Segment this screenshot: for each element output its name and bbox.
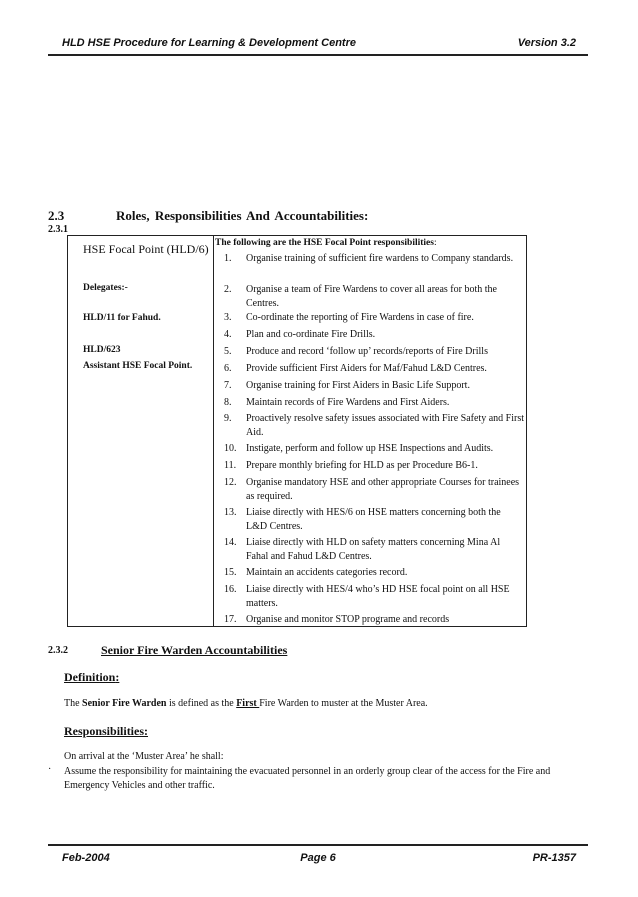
item-text: Co-ordinate the reporting of Fire Wardens in case of fire. xyxy=(246,312,474,323)
item-text: Organise and monitor STOP programe and records xyxy=(246,614,450,625)
section-232-title: Senior Fire Warden Accountabilities xyxy=(101,643,288,657)
responsibilities-table xyxy=(67,235,527,627)
bullet-mark: · xyxy=(48,764,52,775)
footer-page: Page 6 xyxy=(300,852,336,864)
intro-text: The following are the HSE Focal Point responsibilities xyxy=(215,238,434,248)
item-number: 1. xyxy=(224,253,232,264)
definition-colon: : xyxy=(115,670,120,684)
section-title: Roles, Responsibilities And Accountabilities: xyxy=(116,208,369,223)
assistant-focal-point: Assistant HSE Focal Point. xyxy=(83,361,193,371)
def-mid: is defined as the xyxy=(166,698,237,709)
delegates-label: Delegates:- xyxy=(83,283,128,293)
item-text: Organise training of sufficient fire wardens to Company standards. xyxy=(246,253,514,264)
item-text: Liaise directly with HES/6 on HSE matters concerning both the L&D Centres. xyxy=(246,507,501,532)
item-text: Produce and record ‘follow up’ records/reports of Fire Drills xyxy=(246,346,488,357)
definition-text xyxy=(64,698,428,709)
item-number: 10. xyxy=(224,443,237,454)
def-suffix: Fire Warden to muster at the Muster Area. xyxy=(259,698,428,709)
item-number: 5. xyxy=(224,346,232,357)
section-232-number: 2.3.2 xyxy=(48,645,68,656)
responsibilities-heading: Responsibilities: xyxy=(64,724,149,738)
def-bold: Senior Fire Warden xyxy=(82,698,167,709)
responsibilities-body: Assume the responsibility for maintaining the evacuated personnel in an orderly group clear of the access for the Fire and Emergency Vehicles and other traffic. xyxy=(64,766,551,791)
item-number: 17. xyxy=(224,614,237,625)
def-prefix: The xyxy=(64,698,83,709)
footer-date: Feb-2004 xyxy=(62,852,110,864)
item-number: 3. xyxy=(224,312,232,323)
section-number: 2.3 xyxy=(48,208,65,223)
focal-point-label: HSE Focal Point (HLD/6) xyxy=(83,242,209,256)
item-number: 16. xyxy=(224,584,237,595)
page-header xyxy=(48,34,588,56)
item-text: Provide sufficient First Aiders for Maf/Fahud L&D Centres. xyxy=(246,363,487,374)
item-text: Prepare monthly briefing for HLD as per Procedure B6-1. xyxy=(246,460,478,471)
item-number: 4. xyxy=(224,329,232,340)
item-text: Plan and co-ordinate Fire Drills. xyxy=(246,329,376,340)
definition-heading-text: Definition xyxy=(64,670,116,684)
item-number: 2. xyxy=(224,284,232,295)
item-number: 8. xyxy=(224,397,232,408)
item-text: Proactively resolve safety issues associated with Fire Safety and First Aid. xyxy=(246,413,524,438)
footer-doc-number: PR-1357 xyxy=(532,852,576,864)
item-text: Liaise directly with HLD on safety matters concerning Mina Al Fahal and Fahud L&D Centres. xyxy=(246,537,501,562)
item-number: 12. xyxy=(224,477,237,488)
item-text: Organise a team of Fire Wardens to cover all areas for both the Centres. xyxy=(246,284,497,309)
hld623-delegate: HLD/623 xyxy=(83,345,121,355)
header-title: HLD HSE Procedure for Learning & Development Centre xyxy=(62,37,356,49)
item-number: 6. xyxy=(224,363,232,374)
table-divider xyxy=(213,236,214,626)
item-number: 11. xyxy=(224,460,237,471)
def-first: First xyxy=(236,698,260,709)
page-footer xyxy=(48,844,588,866)
item-text: Maintain an accidents categories record. xyxy=(246,567,408,578)
item-text: Organise training for First Aiders in Basic Life Support. xyxy=(246,380,470,391)
definition-heading xyxy=(64,670,119,685)
intro-colon: : xyxy=(433,238,437,248)
item-number: 14. xyxy=(224,537,237,548)
item-text: Organise mandatory HSE and other appropriate Courses for trainees as required. xyxy=(246,477,520,502)
item-text: Liaise directly with HES/4 who’s HD HSE focal point on all HSE matters. xyxy=(246,584,510,609)
header-version: Version 3.2 xyxy=(517,37,576,49)
item-number: 7. xyxy=(224,380,232,391)
item-number: 9. xyxy=(224,413,232,424)
responsibilities-intro xyxy=(215,238,437,248)
responsibilities-intro-line: On arrival at the ‘Muster Area’ he shall: xyxy=(64,751,224,762)
item-number: 15. xyxy=(224,567,237,578)
item-text: Maintain records of Fire Wardens and First Aiders. xyxy=(246,397,450,408)
fahud-delegate: HLD/11 for Fahud. xyxy=(83,313,161,323)
item-number: 13. xyxy=(224,507,237,518)
item-text: Instigate, perform and follow up HSE Inspections and Audits. xyxy=(246,443,494,454)
subsection-number: 2.3.1 xyxy=(48,224,68,235)
